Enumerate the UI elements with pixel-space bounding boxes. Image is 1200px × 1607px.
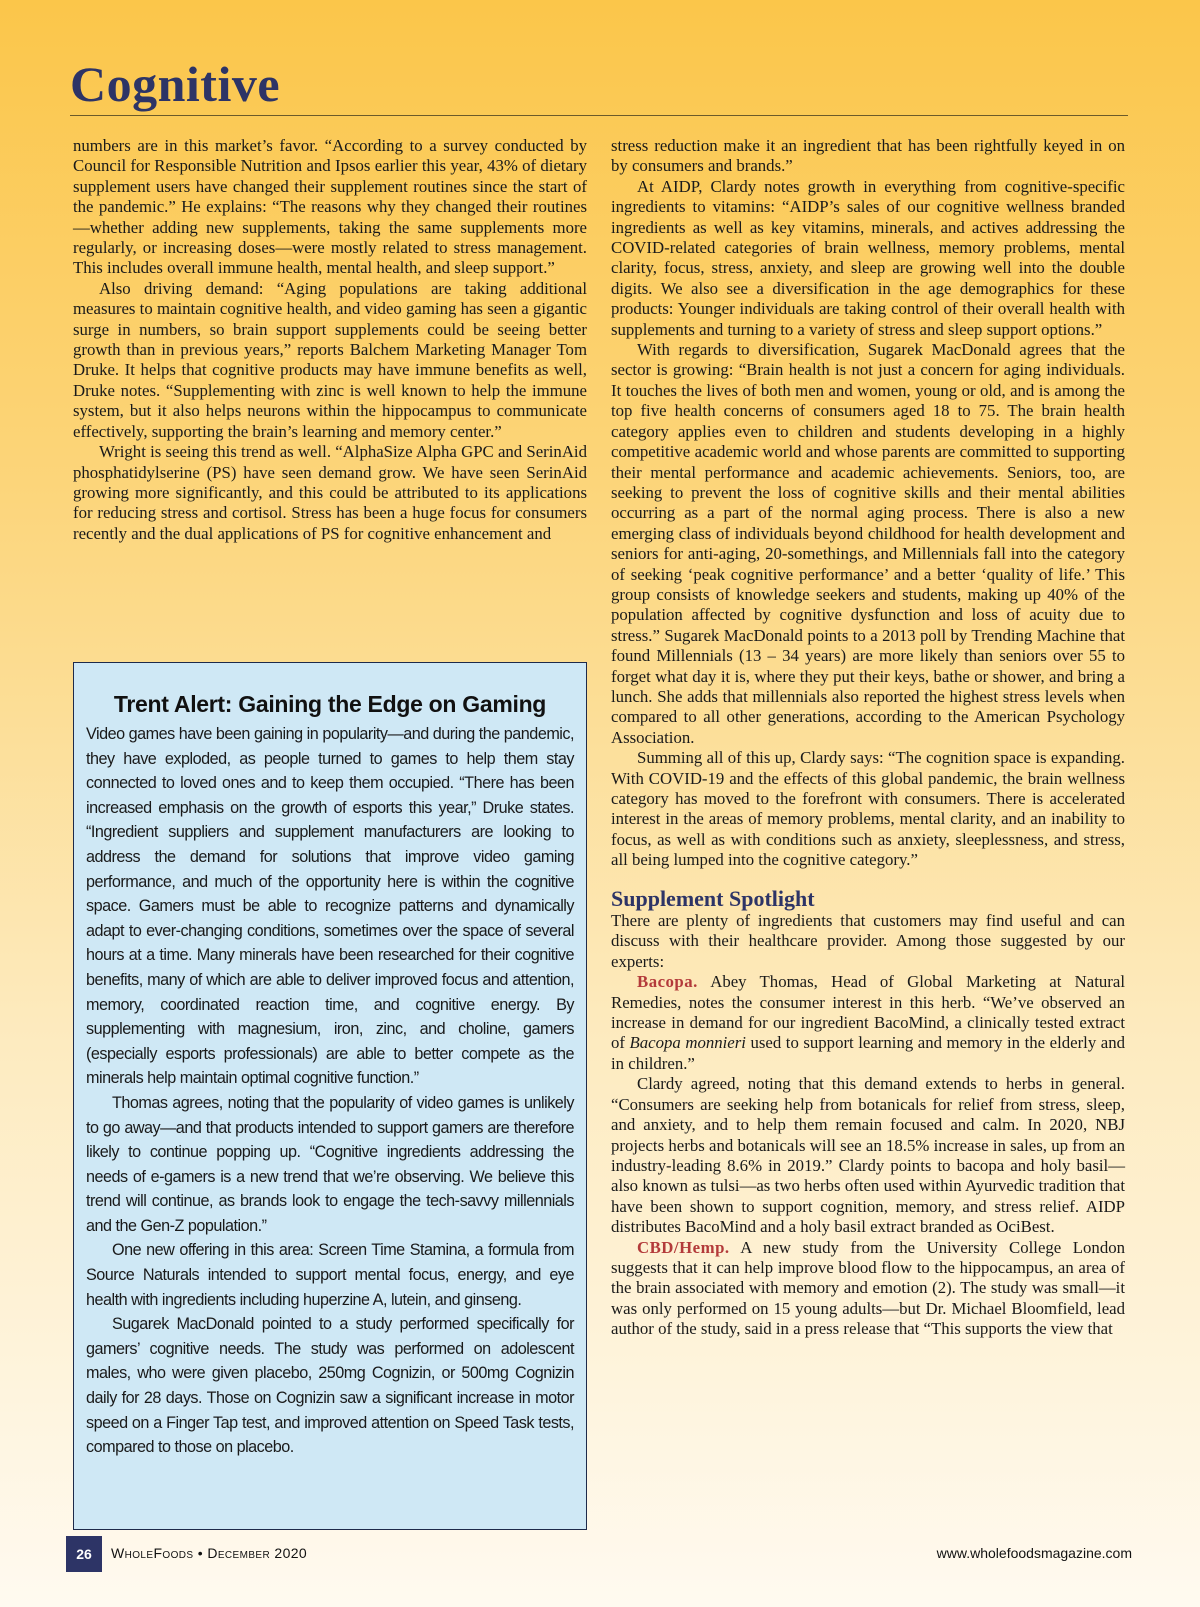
- bacopa-paragraph: [611, 972, 1125, 1074]
- paragraph-text: used to support learning and memory in the elderly and in children.”: [611, 1033, 1125, 1073]
- sidebar-paragraph: Thomas agrees, noting that the popularity of video games is unlikely to go away—and that products intended to support gamers are therefore likely to continue popping up. “Cognitive ingredients addressing the needs of e-gamers is a new trend that we’re observing. We believe this trend will continue, as brands look to engage the tech-savvy millennials and the Gen-Z population.”: [86, 1093, 574, 1235]
- section-heading: Supplement Spotlight: [611, 885, 815, 911]
- sidebar-paragraph: One new offering in this area: Screen Time Stamina, a formula from Source Naturals intended to support mental focus, energy, and eye health with ingredients including huperzine A, lutein, and ginseng.: [86, 1241, 574, 1309]
- body-paragraph: At AIDP, Clardy notes growth in everything from cognitive-specific ingredients to vitamins: “AIDP’s sales of our cognitive wellness branded ingredients as well as key vitamins, minerals, and actives addressing the COVID-related categories of brain wellness, memory problems, mental clarity, focus, stress, anxiety, and sleep are growing well into the double digits. We also see a diversification in the age demographics for these products: Younger individuals are taking control of their overall health with supplements and turning to a variety of stress and sleep support options.”: [611, 176, 1125, 339]
- body-paragraph: Also driving demand: “Aging populations are taking additional measures to maintain cognitive health, and video gaming has seen a gigantic surge in numbers, so brain support supplements could be seeing better growth than in previous years,” reports Balchem Marketing Manager Tom Druke. It helps that cognitive products may have immune benefits as well, Druke notes. “Supplementing with zinc is well known to help the immune system, but it also helps neurons within the hippocampus to communicate effectively, supporting the brain’s learning and memory center.”: [73, 278, 587, 441]
- body-paragraph: stress reduction make it an ingredient that has been rightfully keyed in on by consumers and brands.”: [611, 136, 1125, 176]
- page-number: 26: [66, 1536, 102, 1572]
- body-paragraph: With regards to diversification, Sugarek MacDonald agrees that the sector is growing: “Brain health is not just a concern for aging individuals. It touches the lives of both men and women, young or old, and is among the top five health concerns of consumers aged 18 to 75. The brain health category applies even to children and students developing in a highly competitive academic world and whose parents are committed to supporting their mental performance and academic achievements. Seniors, too, are seeking to prevent the loss of cognitive skills and their mental abilities occurring as a part of the normal aging process. There is also a new emerging class of individuals beyond childhood for health development and seniors for anti-aging, 20-somethings, and Millennials fall into the category of seeking ‘peak cognitive performance’ and a better ‘quality of life.’ This group consists of knowledge seekers and students, making up 40% of the population affected by cognitive dysfunction and loss of acuity due to stress.” Sugarek MacDonald points to a 2013 poll by Trending Machine that found Millennials (13 – 34 years) are more likely than seniors over 55 to forget what day it is, where they put their keys, bathe or shower, and bring a lunch. She adds that millennials also reported the highest stress levels when compared to all other generations, according to the American Psychology Association.: [611, 340, 1125, 747]
- body-paragraph: Wright is seeing this trend as well. “AlphaSize Alpha GPC and SerinAid phosphatidylserine (PS) have seen demand grow. We have seen SerinAid growing more significantly, and this could be attributed to its applications for reducing stress and cortisol. Stress has been a huge focus for consumers recently and the dual applications of PS for cognitive enhancement and: [73, 442, 587, 543]
- title-divider: [70, 115, 1128, 116]
- runin-label: CBD/Hemp.: [637, 1237, 730, 1257]
- left-column: [73, 136, 587, 544]
- page-title: Cognitive: [70, 56, 281, 112]
- sidebar-box: [73, 662, 587, 1530]
- paragraph-text: A new study from the University College London suggests that it can help improve blood flow to the hippocampus, an area of the brain associated with memory and emotion (2). The study was small—it was only performed on 15 young adults—but Dr. Michael Bloomfield, lead author of the study, said in a press release that “This supports the view that: [611, 1237, 1125, 1339]
- runin-label: Bacopa.: [637, 972, 698, 992]
- paragraph-text: Abey Thomas, Head of Global Marketing at Natural Remedies, notes the consumer interest in this herb. “We’ve observed an increase in demand for our ingredient BacoMind, a clinically tested extract of: [611, 972, 1125, 1053]
- website-url: www.wholefoodsmagazine.com: [936, 1545, 1132, 1561]
- publication-line: WholeFoods • December 2020: [111, 1545, 308, 1561]
- species-name: Bacopa monnieri: [629, 1033, 746, 1053]
- body-paragraph: numbers are in this market’s favor. “According to a survey conducted by Council for Responsible Nutrition and Ipsos earlier this year, 43% of dietary supplement users have changed their supplement routines since the start of the pandemic.” He explains: “The reasons why they changed their routines—whether adding new supplements, taking the same supplements more regularly, or increasing doses—were mostly related to stress management. This includes overall immune health, mental health, and sleep support.”: [73, 136, 587, 278]
- body-paragraph: There are plenty of ingredients that customers may find useful and can discuss with their healthcare provider. Among those suggested by our experts:: [611, 911, 1125, 971]
- cbd-paragraph: [611, 1238, 1125, 1340]
- right-column: [611, 136, 1125, 1340]
- sidebar-paragraph: Sugarek MacDonald pointed to a study performed specifically for gamers’ cognitive needs. The study was performed on adolescent males, who were given placebo, 250mg Cognizin, or 500mg Cognizin daily for 28 days. Those on Cognizin saw a significant increase in motor speed on a Finger Tap test, and improved attention on Speed Task tests, compared to those on placebo.: [86, 1315, 574, 1457]
- sidebar-paragraph: Video games have been gaining in popularity—and during the pandemic, they have exploded, as people turned to games to help them stay connected to loved ones and to keep them occupied. “There has been increased emphasis on the growth of esports this year,” Druke states. “Ingredient suppliers and supplement manufacturers are looking to address the demand for solutions that improve video gaming performance, and much of the opportunity here is within the cognitive space. Gamers must be able to recognize patterns and dynamically adapt to ever-changing conditions, sometimes over the space of several hours at a time. Many minerals have been researched for their cognitive benefits, many of which are able to deliver improved focus and attention, memory, coordinated reaction time, and cognitive energy. By supplementing with magnesium, iron, zinc, and choline, gamers (especially esports professionals) are able to better compete as the minerals help maintain optimal cognitive function.”: [86, 725, 574, 1088]
- sidebar-title: Trent Alert: Gaining the Edge on Gaming: [113, 691, 547, 717]
- body-paragraph: Clardy agreed, noting that this demand extends to herbs in general. “Consumers are seeking help from botanicals for relief from stress, sleep, and anxiety, and to help them remain focused and calm. In 2020, NBJ projects herbs and botanicals will see an 18.5% increase in sales, up from an industry-leading 8.6% in 2019.” Clardy points to bacopa and holy basil—also known as tulsi—as two herbs often used within Ayurvedic tradition that have been shown to support cognition, memory, and stress relief. AIDP distributes BacoMind and a holy basil extract branded as OciBest.: [611, 1074, 1125, 1237]
- body-paragraph: Summing all of this up, Clardy says: “The cognition space is expanding. With COVID-19 and the effects of this global pandemic, the brain wellness category has moved to the forefront with consumers. There is accelerated interest in the areas of memory problems, mental clarity, and an inability to focus, as well as with conditions such as anxiety, sleeplessness, and stress, all being lumped into the cognitive category.”: [611, 748, 1125, 870]
